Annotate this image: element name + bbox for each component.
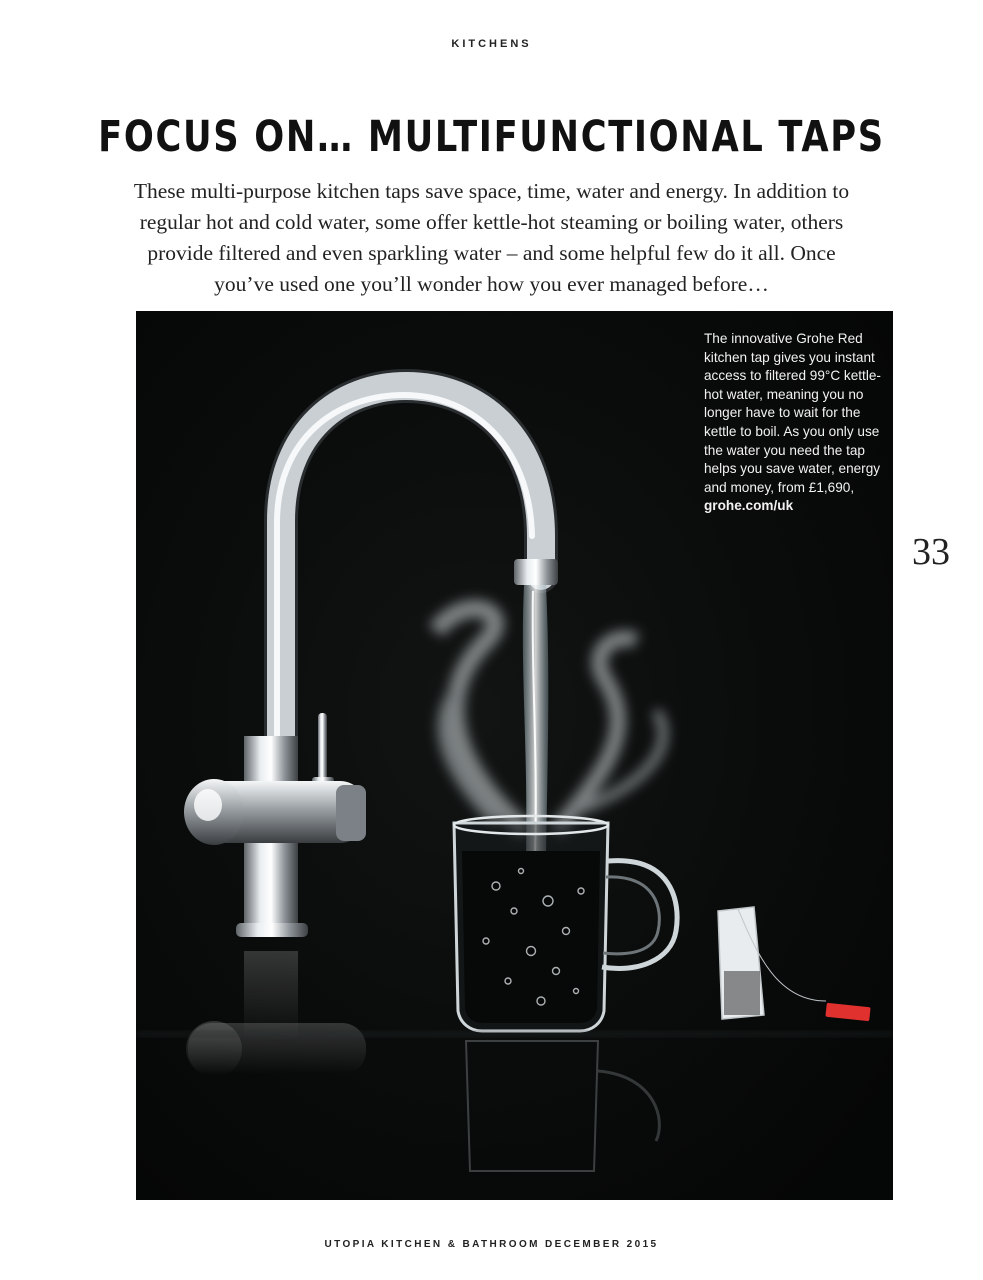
- footer-publication: UTOPIA KITCHEN & BATHROOM DECEMBER 2015: [324, 1239, 659, 1250]
- photo-caption: [704, 330, 886, 516]
- section-label: KITCHENS: [451, 38, 532, 50]
- caption-text: The innovative Grohe Red kitchen tap gives you instant access to filtered 99°C kettle-hot water, meaning you no longer have to wait for the kettle to boil. As you only use the water you need the tap helps you save water, energy and money, from £1,690,: [704, 331, 881, 495]
- standfirst-paragraph: These multi-purpose kitchen taps save space, time, water and energy. In addition to regular hot and cold water, some offer kettle-hot steaming or boiling water, others provide filtered and even sparkling water – and some helpful few do it all. Once you’ve used one you’ll wonder how you ever managed before…: [133, 179, 850, 296]
- product-photo: [136, 311, 893, 1200]
- caption-link[interactable]: grohe.com/uk: [704, 498, 794, 514]
- page-number: 33: [912, 531, 950, 573]
- page-title: FOCUS ON… MULTIFUNCTIONAL TAPS: [98, 112, 885, 162]
